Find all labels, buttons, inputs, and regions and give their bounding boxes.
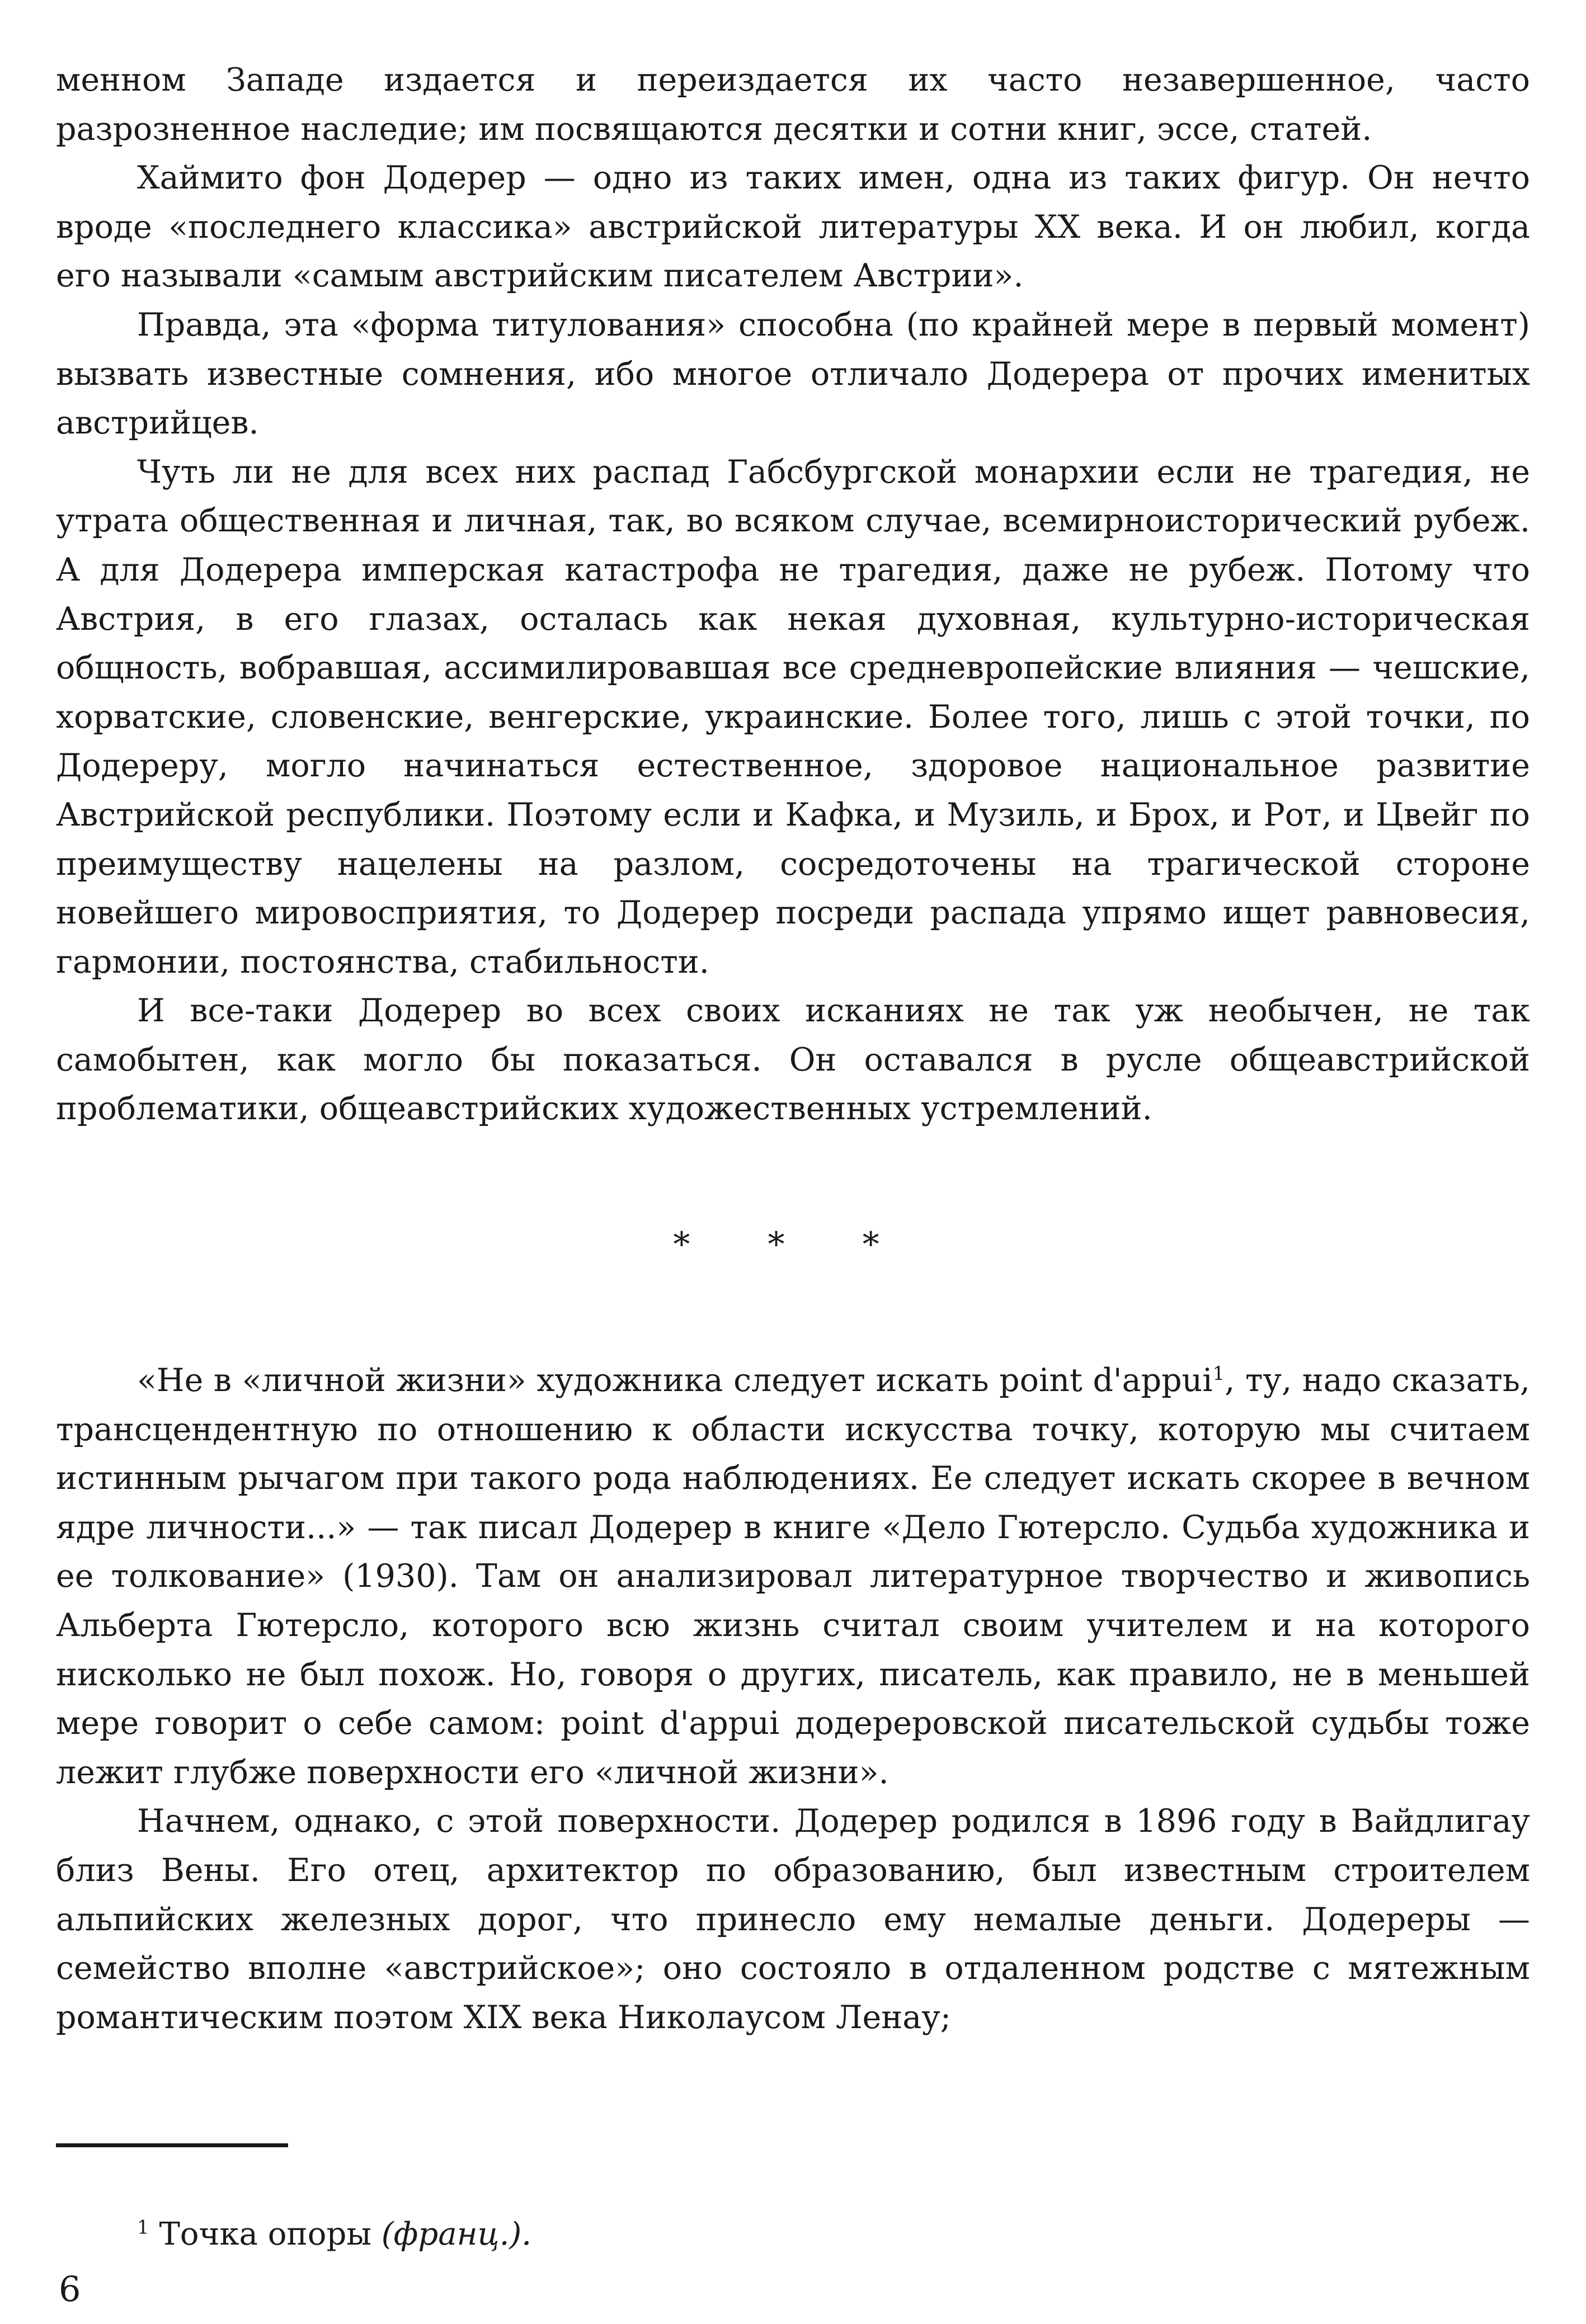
footnote-text: Точка опоры <box>149 2216 382 2252</box>
main-text <box>56 56 1530 2042</box>
footnote-divider <box>56 2143 288 2147</box>
footnote <box>137 2215 531 2254</box>
paragraph-quote <box>56 1356 1530 1797</box>
quote-text-start: «Не в «личной жизни» художника следует искать point d'appui <box>137 1362 1213 1399</box>
paragraph-2: Хаймито фон Додерер — одно из таких имен, одна из таких фигур. Он нечто вроде «последнего классика» австрийской литературы XX века. И он любил, когда его называли «самым австрийским писателем Австрии». <box>56 159 1530 295</box>
paragraph-3: Правда, эта «форма титулования» способна (по крайней мере в первый момент) вызвать известные сомнения, ибо многое отличало Додерера от прочих именитых австрийцев. <box>56 306 1530 442</box>
paragraph-1: менном Западе издается и переиздается их часто незавершенное, часто разрозненное наследие; им посвящаются десятки и сотни книг, эссе, статей. <box>56 62 1530 148</box>
footnote-mark: 1 <box>137 2216 149 2239</box>
paragraph-4: Чуть ли не для всех них распад Габсбургской монархии если не трагедия, не утрата общественная и личная, так, во всяком случае, всемирноисторический рубеж. А для Додерера имперская катастрофа не трагедия, даже не рубеж. Потому что Австрия, в его глазах, осталась как некая духовная, культурно-историческая общность, вобравшая, ассимилировавшая все средневропейские влияния — чешские, хорватские, словенские, венгерские, украинские. Более того, лишь с этой точки, по Додереру, могло начинаться естественное, здоровое национальное развитие Австрийской республики. Поэтому если и Кафка, и Музиль, и Брох, и Рот, и Цвейг по преимуществу нацелены на разлом, сосредоточены на трагической стороне новейшего мировосприятия, то Додерер посреди распада упрямо ищет равновесия, гармонии, постоянства, стабильности. <box>56 453 1530 980</box>
paragraph-biography: Начнем, однако, с этой поверхности. Додерер родился в 1896 году в Вайдлигау близ Вены. Его отец, архитектор по образованию, был известным строителем альпийских железных дорог, что принесло ему немалые деньги. Додереры — семейство вполне «австрийское»; оно состояло в отдаленном родстве с мятежным романтическим поэтом XIX века Николаусом Ленау; <box>56 1803 1530 2036</box>
footnote-language: (франц.). <box>381 2216 532 2252</box>
quote-text-rest: , ту, надо сказать, трансцендентную по отношению к области искусства точку, которую мы считаем истинным рычагом при такого рода наблюдениях. Ее следует искать скорее в вечном ядре личности...» — так писал Додерер в книге «Дело Гютерсло. Судьба художника и ее толкование» (1930). Там он анализировал литературное творчество и живопись Альберта Гютерсло, которого всю жизнь считал своим учителем и на которого нисколько не был похож. Но, говоря о других, писатель, как правило, не в меньшей мере говорит о себе самом: point d'appui додереровской писательской судьбы тоже лежит глубже поверхности его «личной жизни». <box>56 1362 1530 1791</box>
footnote-reference: 1 <box>1212 1363 1225 1385</box>
paragraph-5: И все-таки Додерер во всех своих исканиях не так уж необычен, не так самобытен, как могло бы показаться. Он оставался в русле общеавстрийской проблематики, общеавстрийских художественных устремлений. <box>56 992 1530 1128</box>
section-separator: * * * <box>673 1225 913 1265</box>
page-number: 6 <box>59 2269 81 2309</box>
